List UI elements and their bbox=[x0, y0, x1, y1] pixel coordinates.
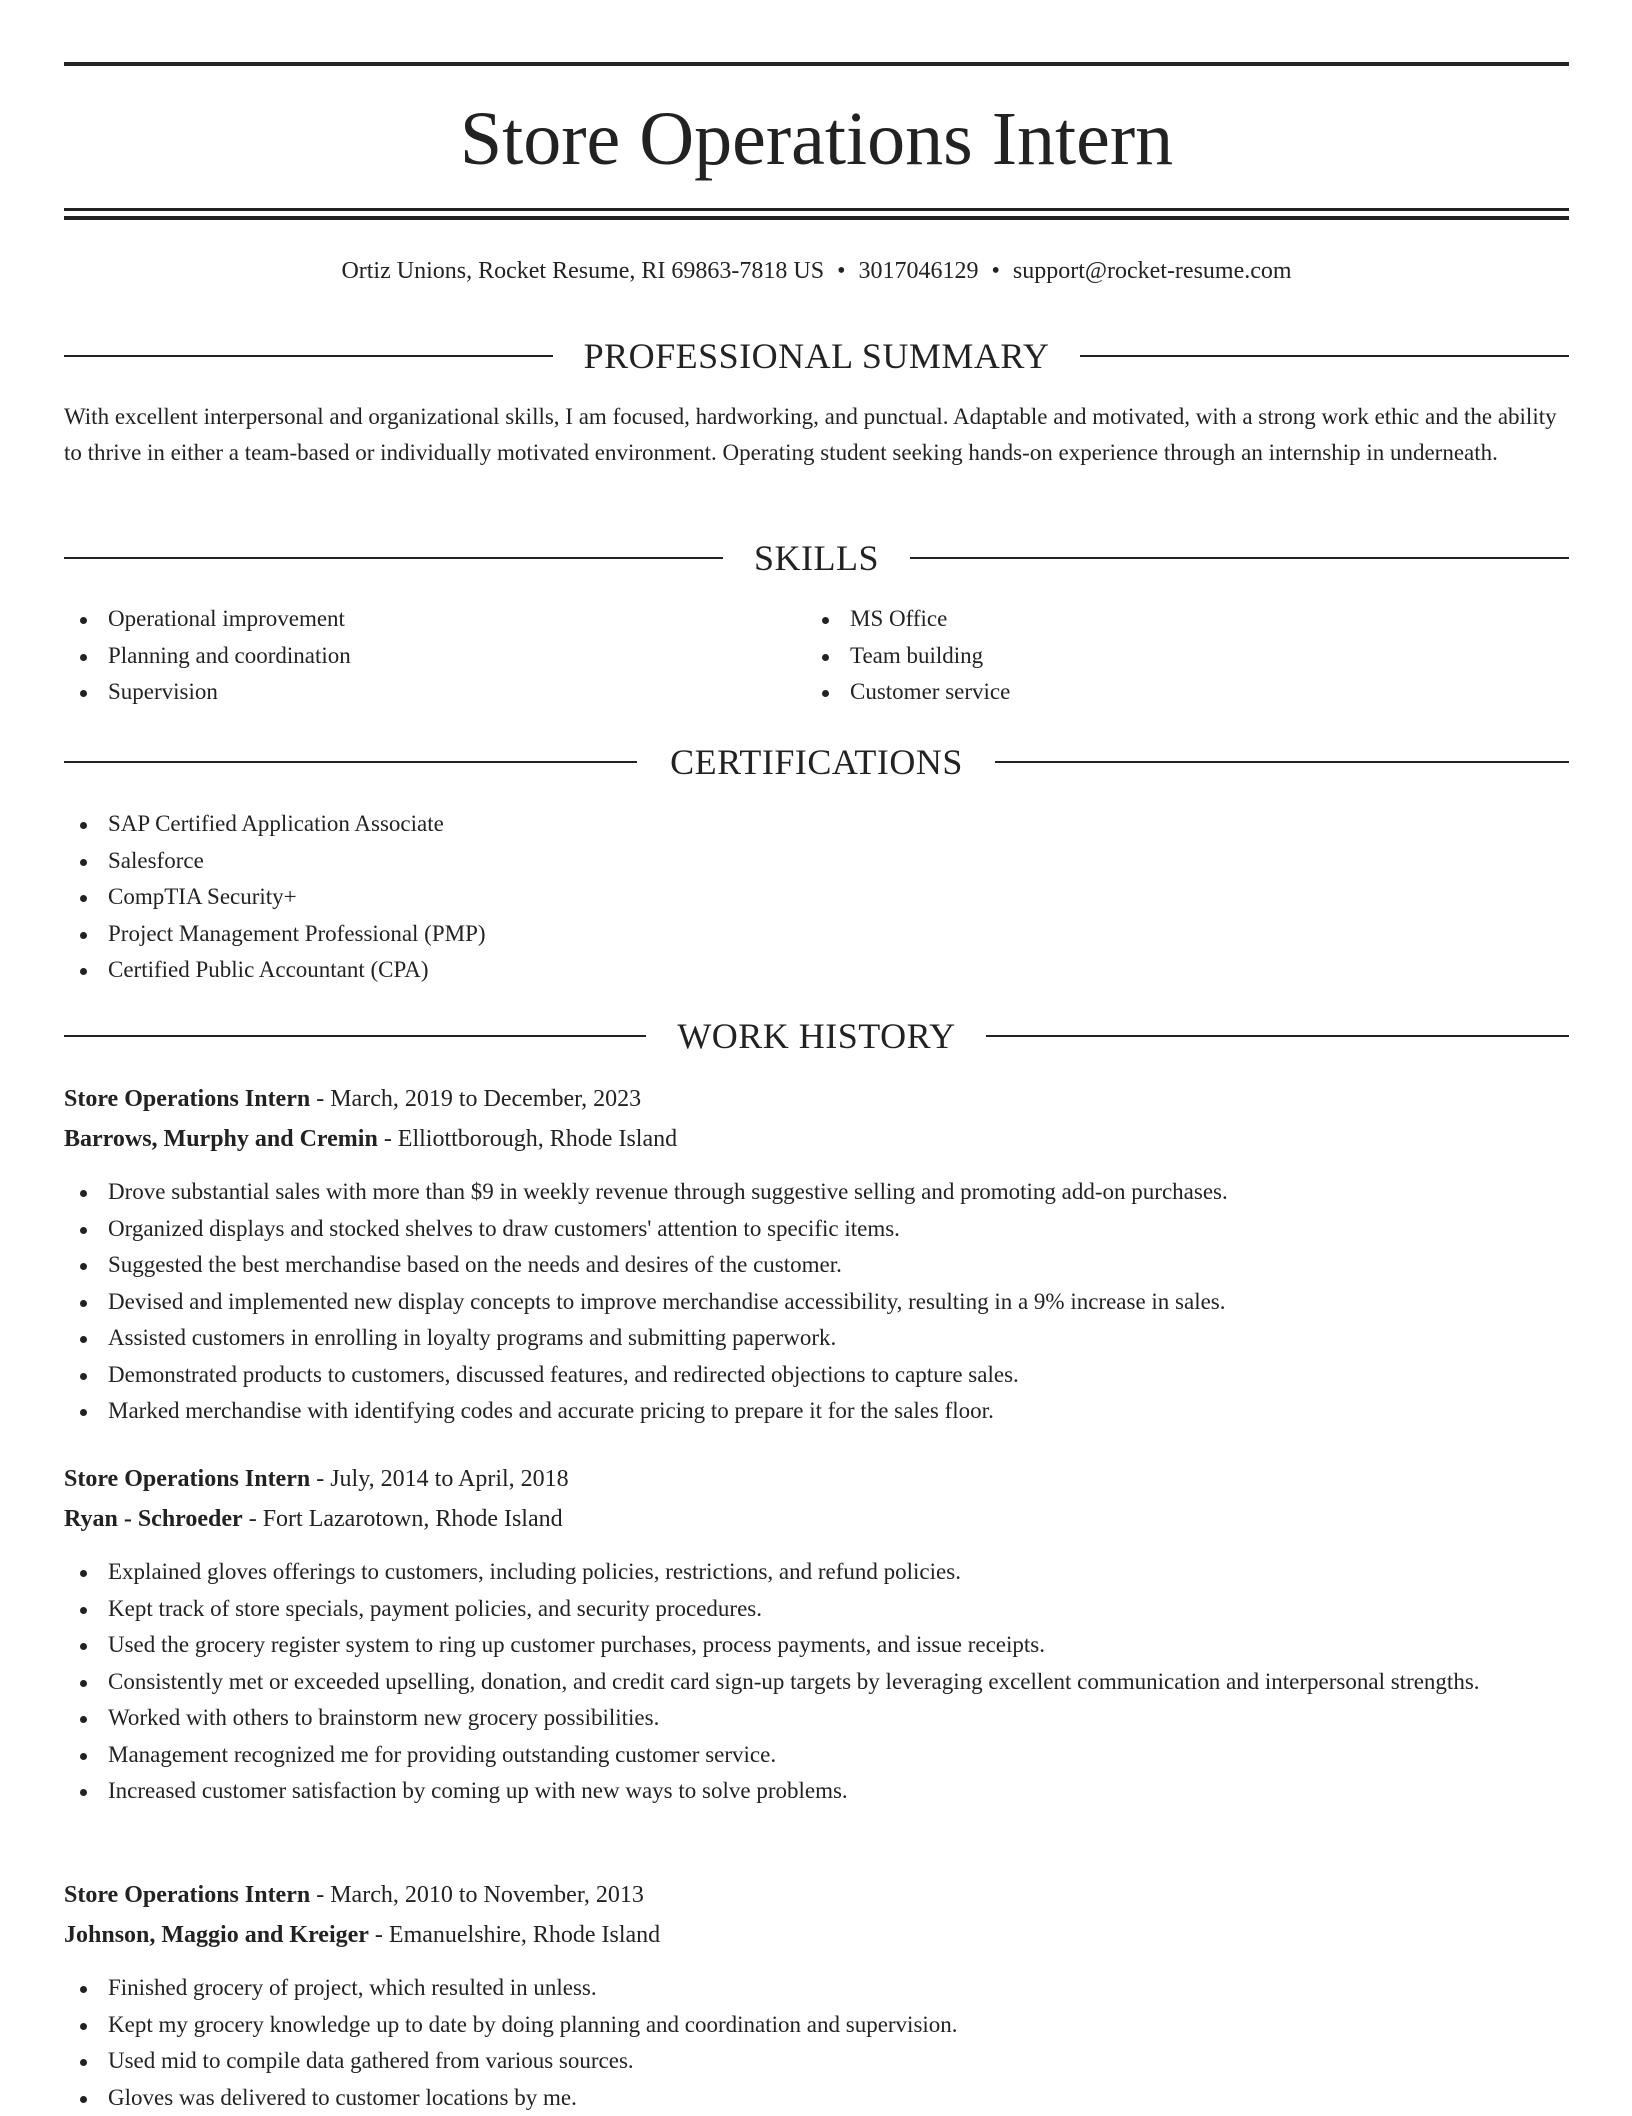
contact-email[interactable]: support@rocket-resume.com bbox=[1013, 258, 1292, 284]
job-bullet: Kept my grocery knowledge up to date by doing planning and coordination and supervision. bbox=[64, 2007, 1569, 2044]
job-bullet: Drove substantial sales with more than $9 in weekly revenue through suggestive selling and promoting add-on purchases. bbox=[64, 1174, 1569, 1211]
job-bullet: Management recognized me for providing outstanding customer service. bbox=[64, 1737, 1569, 1774]
contact-line bbox=[64, 254, 1569, 288]
skills-list-right bbox=[806, 601, 1506, 711]
section-title: SKILLS bbox=[64, 536, 1569, 580]
job-location: - Elliottborough, Rhode Island bbox=[378, 1126, 677, 1152]
job-company: Barrows, Murphy and Cremin bbox=[64, 1126, 378, 1152]
job-bullet: Worked with others to brainstorm new grocery possibilities. bbox=[64, 1700, 1569, 1737]
job-company-line bbox=[64, 1502, 563, 1536]
job-location: - Emanuelshire, Rhode Island bbox=[369, 1922, 660, 1948]
job-dates: - March, 2010 to November, 2013 bbox=[310, 1882, 644, 1908]
job-title-line bbox=[64, 1082, 641, 1116]
job-bullets bbox=[64, 1174, 1569, 1430]
job-title-line bbox=[64, 1462, 569, 1496]
job-bullet: Finished grocery of project, which resulted in unless. bbox=[64, 1970, 1569, 2007]
contact-phone: 3017046129 bbox=[858, 258, 978, 284]
contact-separator: • bbox=[837, 258, 845, 284]
skill-item: MS Office bbox=[806, 601, 1506, 638]
job-bullet: Used mid to compile data gathered from various sources. bbox=[64, 2043, 1569, 2080]
heading-rule-right bbox=[1080, 355, 1569, 357]
summary-text: With excellent interpersonal and organizational skills, I am focused, hardworking, and punctual. Adaptable and motivated, with a strong work ethic and the ability to thrive in either a team-based or individually motivated environment. Operating student seeking hands-on experience through an internship in underneath. bbox=[64, 399, 1569, 471]
heading-rule-right bbox=[995, 761, 1569, 763]
job-bullets bbox=[64, 1554, 1569, 1810]
job-bullet: Marked merchandise with identifying codes and accurate pricing to prepare it for the sales floor. bbox=[64, 1393, 1569, 1430]
section-title: WORK HISTORY bbox=[64, 1014, 1569, 1058]
job-bullet: Demonstrated products to customers, discussed features, and redirected objections to capture sales. bbox=[64, 1357, 1569, 1394]
certification-item: SAP Certified Application Associate bbox=[64, 806, 1569, 843]
certifications-heading bbox=[64, 740, 1569, 784]
job-bullet: Kept track of store specials, payment policies, and security procedures. bbox=[64, 1591, 1569, 1628]
job-company-line bbox=[64, 1918, 660, 1952]
skills-heading bbox=[64, 536, 1569, 580]
top-rule bbox=[64, 62, 1569, 66]
job-title-line bbox=[64, 1878, 644, 1912]
heading-rule-right bbox=[910, 557, 1569, 559]
job-bullet: Devised and implemented new display concepts to improve merchandise accessibility, resulting in a 9% increase in sales. bbox=[64, 1284, 1569, 1321]
heading-rule-right bbox=[986, 1035, 1569, 1037]
certifications-list bbox=[64, 806, 1569, 989]
job-role: Store Operations Intern bbox=[64, 1882, 310, 1908]
certification-item: Project Management Professional (PMP) bbox=[64, 916, 1569, 953]
summary-heading bbox=[64, 334, 1569, 378]
job-bullet: Gloves was delivered to customer locations by me. bbox=[64, 2080, 1569, 2116]
double-rule bbox=[64, 208, 1569, 220]
job-location: - Fort Lazarotown, Rhode Island bbox=[243, 1506, 563, 1532]
job-bullet: Organized displays and stocked shelves to draw customers' attention to specific items. bbox=[64, 1211, 1569, 1248]
certification-item: Salesforce bbox=[64, 843, 1569, 880]
skill-item: Customer service bbox=[806, 674, 1506, 711]
job-dates: - July, 2014 to April, 2018 bbox=[310, 1466, 568, 1492]
job-bullet: Explained gloves offerings to customers, including policies, restrictions, and refund policies. bbox=[64, 1554, 1569, 1591]
section-title: CERTIFICATIONS bbox=[64, 740, 1569, 784]
skill-item: Planning and coordination bbox=[64, 638, 764, 675]
skill-item: Supervision bbox=[64, 674, 764, 711]
certification-item: Certified Public Accountant (CPA) bbox=[64, 952, 1569, 989]
job-bullet: Increased customer satisfaction by coming up with new ways to solve problems. bbox=[64, 1773, 1569, 1810]
section-title: PROFESSIONAL SUMMARY bbox=[64, 334, 1569, 378]
resume-name: Store Operations Intern bbox=[64, 94, 1569, 184]
job-bullets bbox=[64, 1970, 1569, 2116]
job-company-line bbox=[64, 1122, 677, 1156]
certification-item: CompTIA Security+ bbox=[64, 879, 1569, 916]
job-bullet: Used the grocery register system to ring up customer purchases, process payments, and issue receipts. bbox=[64, 1627, 1569, 1664]
skill-item: Operational improvement bbox=[64, 601, 764, 638]
contact-address: Ortiz Unions, Rocket Resume, RI 69863-7818 US bbox=[341, 258, 824, 284]
job-bullet: Consistently met or exceeded upselling, donation, and credit card sign-up targets by leveraging excellent communication and interpersonal strengths. bbox=[64, 1664, 1569, 1701]
job-role: Store Operations Intern bbox=[64, 1466, 310, 1492]
job-role: Store Operations Intern bbox=[64, 1086, 310, 1112]
job-dates: - March, 2019 to December, 2023 bbox=[310, 1086, 641, 1112]
skill-item: Team building bbox=[806, 638, 1506, 675]
job-company: Ryan - Schroeder bbox=[64, 1506, 243, 1532]
contact-separator: • bbox=[991, 258, 999, 284]
job-bullet: Suggested the best merchandise based on the needs and desires of the customer. bbox=[64, 1247, 1569, 1284]
work-history-heading bbox=[64, 1014, 1569, 1058]
skills-list-left bbox=[64, 601, 764, 711]
job-bullet: Assisted customers in enrolling in loyalty programs and submitting paperwork. bbox=[64, 1320, 1569, 1357]
job-company: Johnson, Maggio and Kreiger bbox=[64, 1922, 369, 1948]
